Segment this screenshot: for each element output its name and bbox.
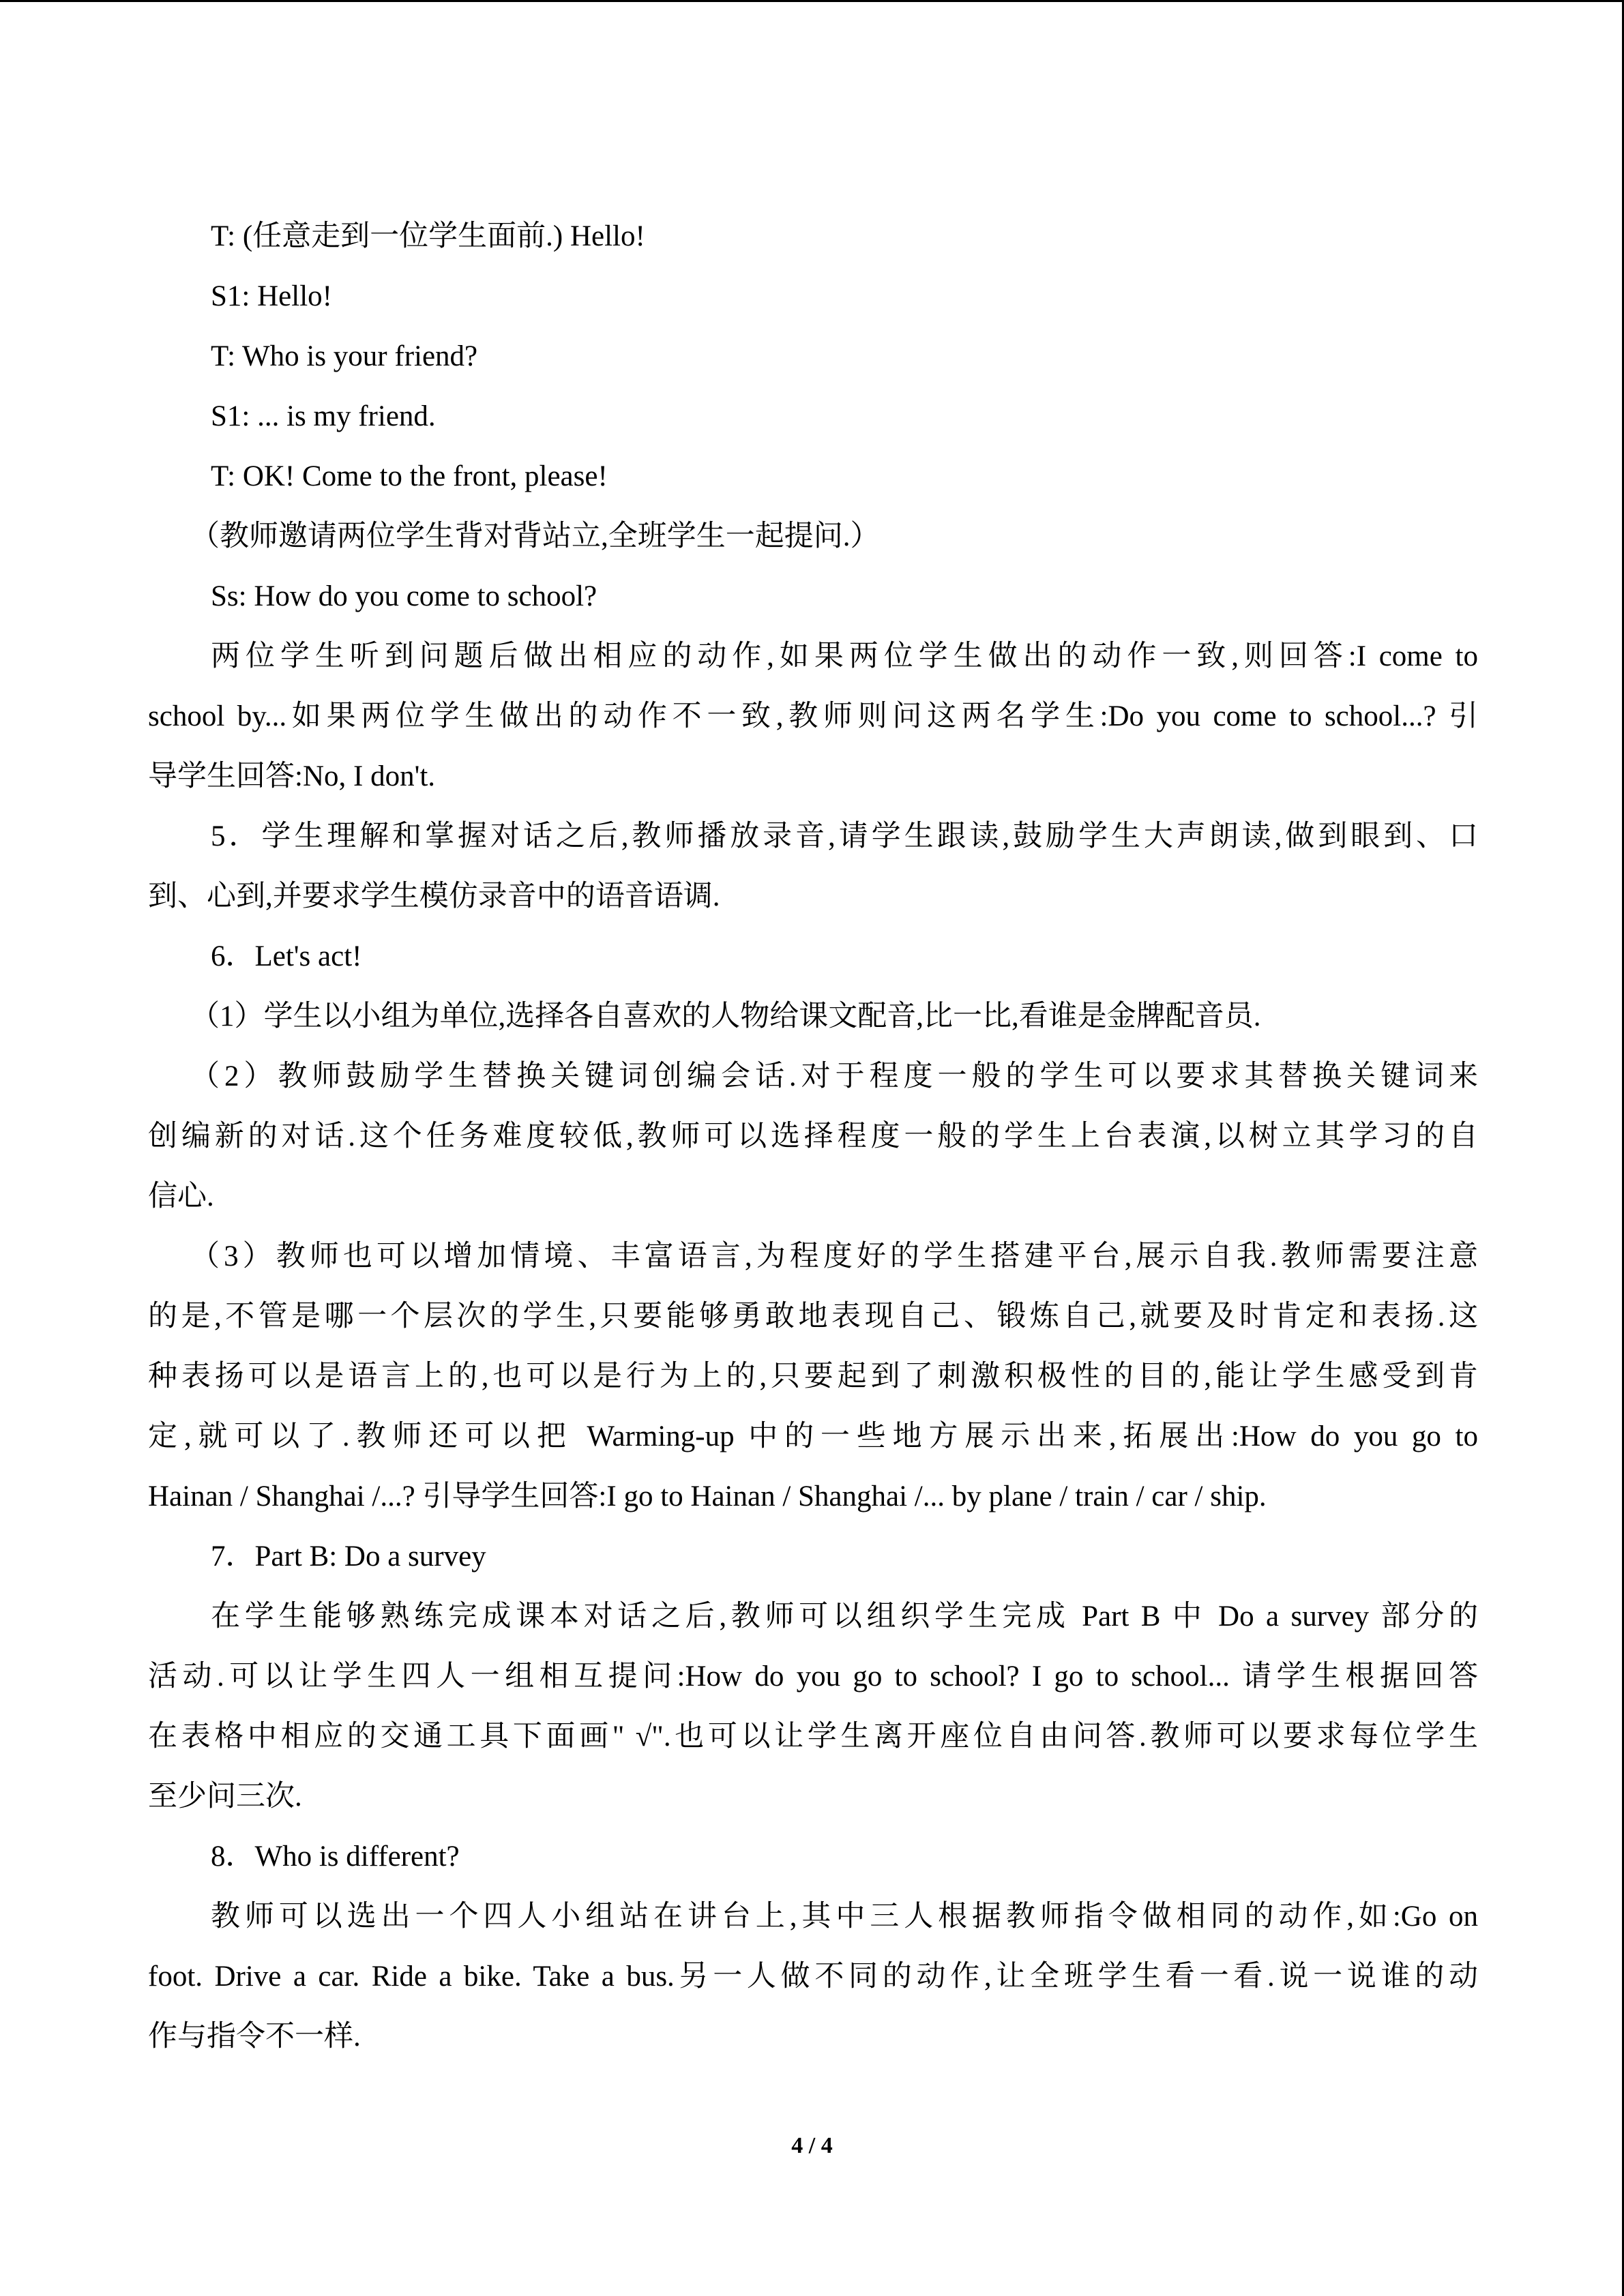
step-6-item-1: （1）学生以小组为单位,选择各自喜欢的人物给课文配音,比一比,看谁是金牌配音员. xyxy=(190,1000,1261,1032)
step-6-item-3: 种表扬可以是语言上的,也可以是行为上的,只要起到了刺激积极性的目的,能让学生感受到肯 xyxy=(148,1360,1478,1392)
dialogue-line: T: (任意走到一位学生面前.) Hello! xyxy=(211,220,645,252)
step-8-line: foot. Drive a car. Ride a bike. Take a bus.另一人做不同的动作,让全班学生看一看.说一说谁的动 xyxy=(148,1960,1478,1993)
document-body xyxy=(148,207,1478,2067)
step-8-line: 教师可以选出一个四人小组站在讲台上,其中三人根据教师指令做相同的动作,如:Go on xyxy=(211,1900,1478,1933)
step-6-item-2: （2）教师鼓励学生替换关键词创编会话.对于程度一般的学生可以要求其替换关键词来 xyxy=(190,1060,1478,1092)
dialogue-line: Ss: How do you come to school? xyxy=(211,580,597,612)
page-number: 4 / 4 xyxy=(791,2133,833,2158)
stage-direction: （教师邀请两位学生背对背站立,全班学生一起提问.） xyxy=(190,520,880,552)
step-8-heading: 8．Who is different? xyxy=(211,1840,460,1873)
step-6-item-3: 定,就可以了.教师还可以把 Warming-up 中的一些地方展示出来,拓展出:How do you go to xyxy=(148,1420,1478,1452)
dialogue-line: S1: Hello! xyxy=(211,280,332,312)
step-6-heading: 6．Let's act! xyxy=(211,940,362,972)
step-5-line: 5．学生理解和掌握对话之后,教师播放录音,请学生跟读,鼓励学生大声朗读,做到眼到、口 xyxy=(211,820,1478,852)
step-7-heading: 7．Part B: Do a survey xyxy=(211,1540,486,1572)
step-6-item-2: 创编新的对话.这个任务难度较低,教师可以选择程度一般的学生上台表演,以树立其学习的自 xyxy=(148,1120,1478,1152)
step-7-line: 至少问三次. xyxy=(148,1780,302,1813)
step-7-line: 活动.可以让学生四人一组相互提问:How do you go to school? I go to school... 请学生根据回答 xyxy=(148,1660,1478,1693)
paragraph-line: school by...如果两位学生做出的动作不一致,教师则问这两名学生:Do you come to school...? 引 xyxy=(148,700,1478,732)
step-6-item-3: Hainan / Shanghai /...? 引导学生回答:I go to Hainan / Shanghai /... by plane / train / car / ship. xyxy=(148,1480,1267,1512)
step-7-line: 在学生能够熟练完成课本对话之后,教师可以组织学生完成 Part B 中 Do a survey 部分的 xyxy=(211,1600,1478,1632)
step-6-item-3: （3）教师也可以增加情境、丰富语言,为程度好的学生搭建平台,展示自我.教师需要注意 xyxy=(190,1240,1478,1272)
paragraph-line: 导学生回答:No, I don't. xyxy=(148,760,436,792)
step-5-line: 到、心到,并要求学生模仿录音中的语音语调. xyxy=(148,880,720,912)
dialogue-line: T: OK! Come to the front, please! xyxy=(211,460,608,492)
dialogue-line: S1: ... is my friend. xyxy=(211,400,436,432)
step-6-item-3: 的是,不管是哪一个层次的学生,只要能够勇敢地表现自己、锻炼自己,就要及时肯定和表扬.这 xyxy=(148,1300,1478,1332)
step-6-item-2: 信心. xyxy=(148,1180,214,1212)
paragraph-line: 两位学生听到问题后做出相应的动作,如果两位学生做出的动作一致,则回答:I come to xyxy=(211,640,1478,672)
step-8-line: 作与指令不一样. xyxy=(148,2021,361,2053)
dialogue-line: T: Who is your friend? xyxy=(211,340,478,372)
step-7-line: 在表格中相应的交通工具下面画" √".也可以让学生离开座位自由问答.教师可以要求每位学生 xyxy=(148,1720,1478,1753)
